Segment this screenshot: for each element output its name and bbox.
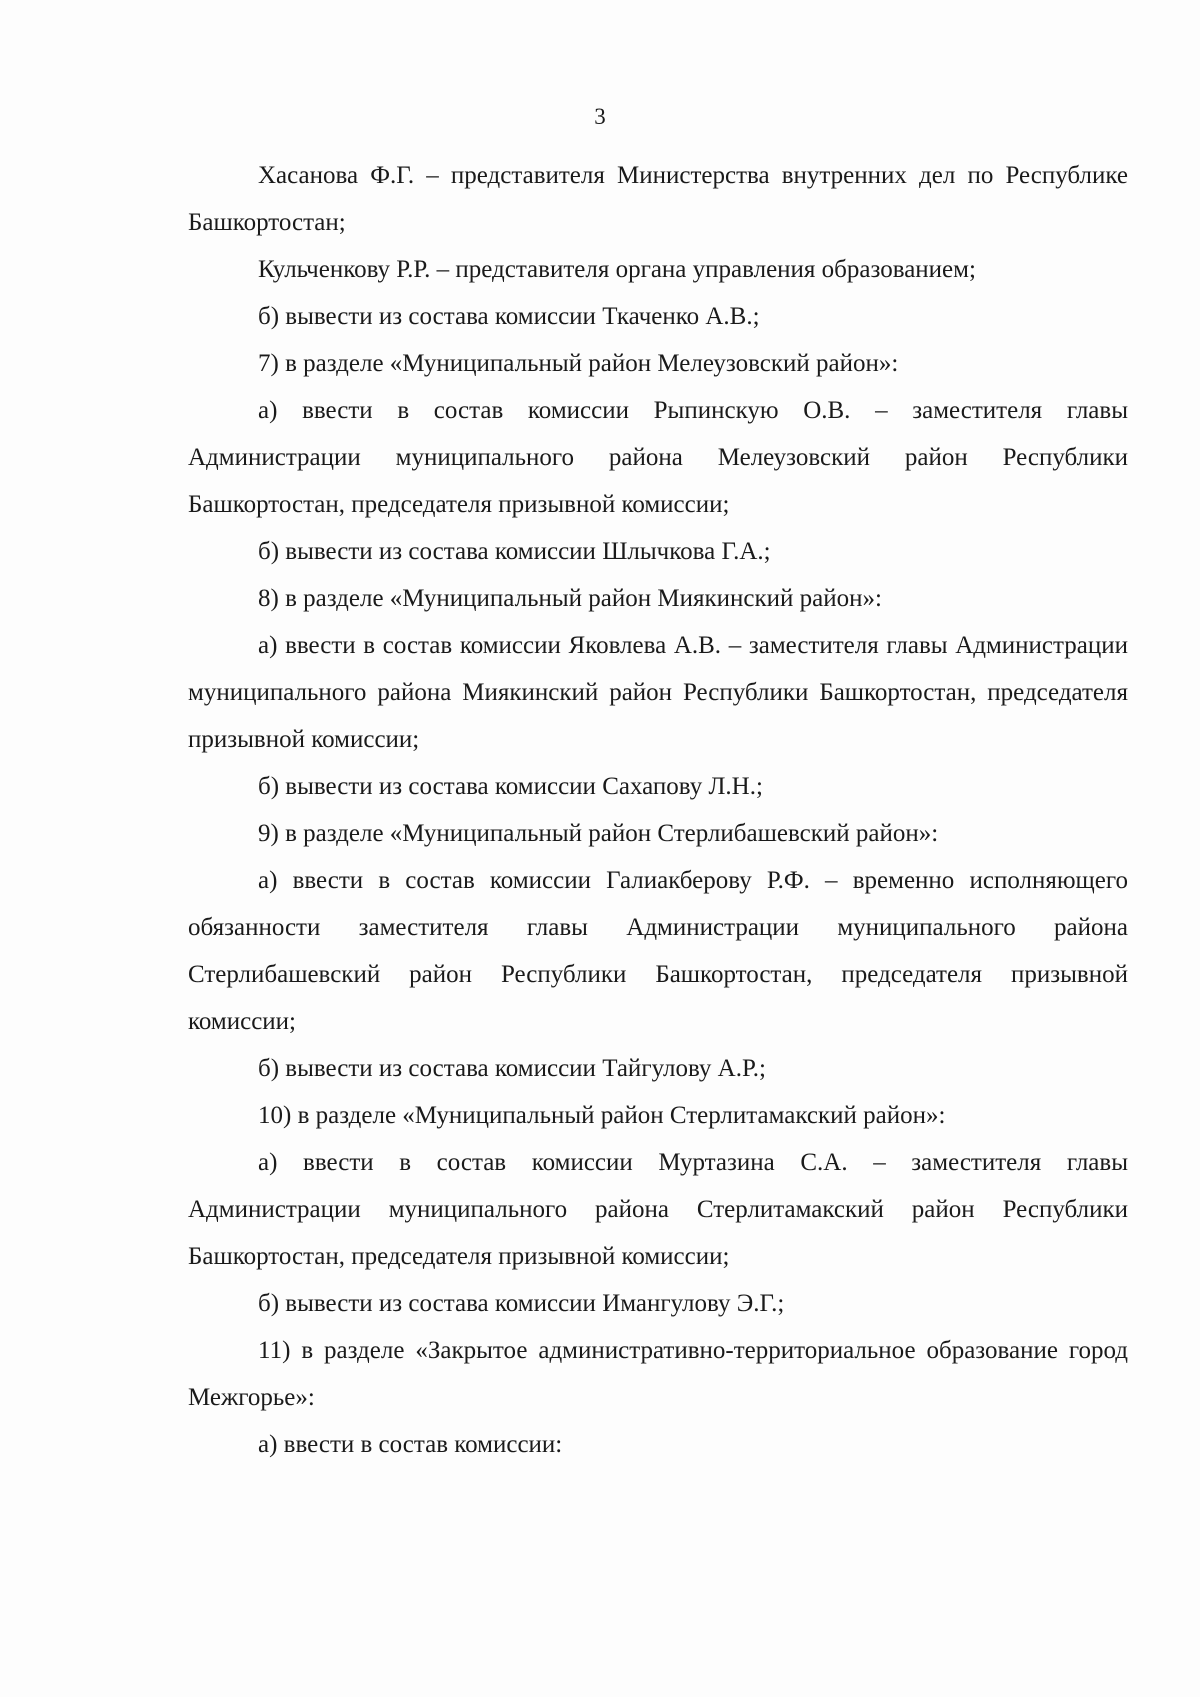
page-number: 3 (594, 104, 606, 129)
paragraph: 7) в разделе «Муниципальный район Мелеузовский район»: (258, 350, 899, 377)
paragraph: 11) в разделе «Закрытое административно-территориальное образование город Межгорье»: (188, 1337, 1128, 1411)
paragraph: б) вывести из состава комиссии Шлычкова Г.А.; (258, 538, 771, 565)
paragraph: б) вывести из состава комиссии Сахапову Л.Н.; (258, 773, 763, 800)
paragraph: а) ввести в состав комиссии Рыпинскую О.В. – заместителя главы Администрации муниципального района Мелеузовский район Республики Башкортостан, председателя призывной комиссии; (188, 397, 1128, 518)
document-body (188, 152, 1128, 1468)
paragraph: а) ввести в состав комиссии: (258, 1431, 563, 1458)
paragraph: а) ввести в состав комиссии Яковлева А.В. – заместителя главы Администрации муниципального района Миякинский район Республики Башкортостан, председателя призывной комиссии; (188, 632, 1128, 753)
paragraph: б) вывести из состава комиссии Тайгулову А.Р.; (258, 1055, 766, 1082)
paragraph: Хасанова Ф.Г. – представителя Министерства внутренних дел по Республике Башкортостан; (188, 162, 1128, 236)
paragraph: 10) в разделе «Муниципальный район Стерлитамакский район»: (258, 1102, 946, 1129)
paragraph: б) вывести из состава комиссии Ткаченко А.В.; (258, 303, 760, 330)
paragraph: 8) в разделе «Муниципальный район Миякинский район»: (258, 585, 882, 612)
paragraph: б) вывести из состава комиссии Имангулову Э.Г.; (258, 1290, 785, 1317)
paragraph: Кульченкову Р.Р. – представителя органа управления образованием; (258, 256, 976, 283)
paragraph: а) ввести в состав комиссии Галиакберову Р.Ф. – временно исполняющего обязанности заместителя главы Администрации муниципального района Стерлибашевский район Республики Башкортостан, председателя призывной комиссии; (188, 867, 1128, 1035)
paragraph: 9) в разделе «Муниципальный район Стерлибашевский район»: (258, 820, 939, 847)
paragraph: а) ввести в состав комиссии Муртазина С.А. – заместителя главы Администрации муниципального района Стерлитамакский район Республики Башкортостан, председателя призывной комиссии; (188, 1149, 1128, 1270)
